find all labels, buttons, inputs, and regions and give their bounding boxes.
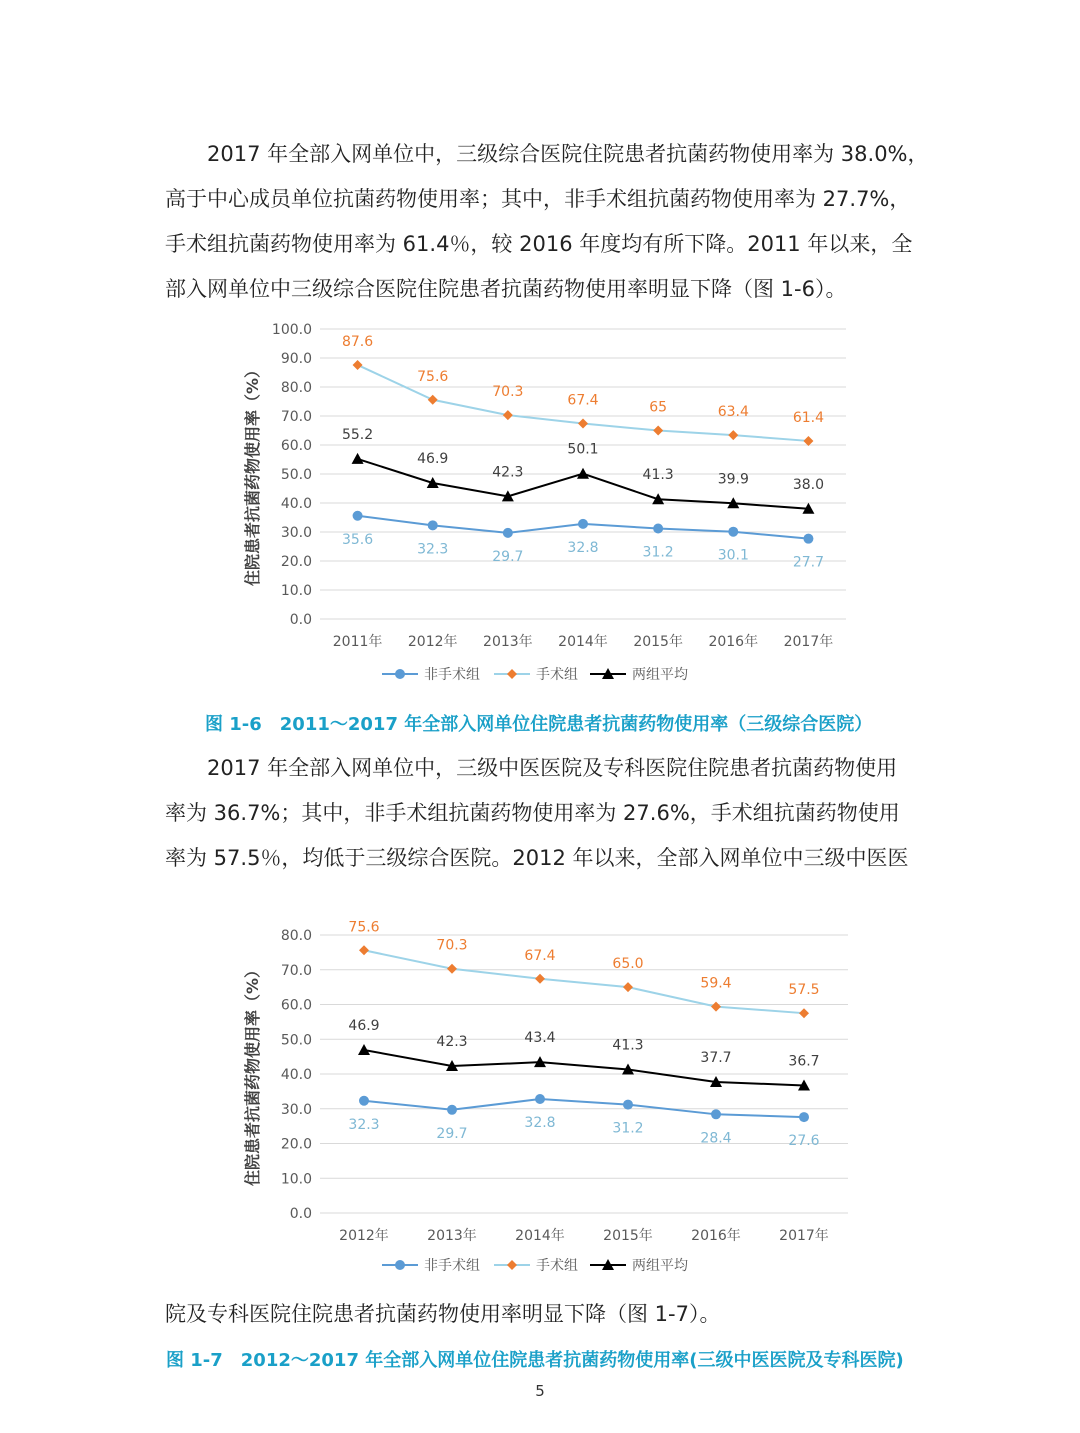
- data-label-average: 39.9: [717, 471, 749, 488]
- data-label-average: 46.9: [348, 1018, 380, 1035]
- paragraph-line: 率为 57.5％，均低于三级综合医院。2012 年以来，全部入网单位中三级中医医: [165, 846, 909, 870]
- data-label-average: 36.7: [788, 1053, 820, 1070]
- y-axis-title: 住院患者抗菌药物使用率（%）: [243, 361, 262, 587]
- y-tick-label: 30.0: [280, 525, 312, 541]
- y-tick-label: 10.0: [280, 1171, 312, 1188]
- paragraph-line: 率为 36.7%；其中，非手术组抗菌药物使用率为 27.6%，手术组抗菌药物使用: [165, 801, 900, 825]
- figure-1-6-caption: 图 1-6 2011～2017 年全部入网单位住院患者抗菌药物使用率（三级综合医院）: [205, 714, 873, 735]
- data-label-non-surgical: 32.8: [524, 1115, 556, 1132]
- data-label-non-surgical: 29.7: [436, 1125, 468, 1142]
- y-tick-label: 80.0: [280, 928, 312, 944]
- data-label-surgical: 70.3: [436, 937, 468, 954]
- data-label-non-surgical: 32.3: [417, 541, 449, 558]
- legend-label-surgical: 手术组: [536, 1258, 578, 1274]
- data-point-non-surgical: [711, 1109, 721, 1119]
- legend-label-average: 两组平均: [632, 667, 688, 683]
- data-label-average: 41.3: [612, 1037, 644, 1054]
- data-point-surgical: [447, 964, 457, 974]
- y-tick-label: 40.0: [280, 1067, 312, 1083]
- x-tick-label: 2016年: [708, 634, 759, 650]
- series-line-average: [364, 1050, 804, 1085]
- data-label-surgical: 65.0: [612, 956, 644, 973]
- paragraph-line: 高于中心成员单位抗菌药物使用率；其中，非手术组抗菌药物使用率为 27.7%，: [165, 187, 911, 211]
- data-label-non-surgical: 35.6: [341, 531, 374, 548]
- legend-label-surgical: 手术组: [536, 667, 578, 683]
- data-label-average: 46.9: [417, 450, 449, 467]
- data-point-non-surgical: [447, 1105, 457, 1115]
- y-tick-label: 70.0: [280, 962, 312, 979]
- y-tick-label: 80.0: [280, 380, 312, 396]
- data-point-surgical: [799, 1008, 809, 1018]
- page-number: 5: [535, 1382, 545, 1400]
- x-tick-label: 2015年: [603, 1228, 653, 1244]
- y-tick-label: 70.0: [280, 409, 312, 425]
- paragraph-line: 院及专科医院住院患者抗菌药物使用率明显下降（图 1-7）。: [165, 1302, 721, 1326]
- y-tick-label: 60.0: [280, 997, 312, 1014]
- data-label-non-surgical: 30.1: [717, 547, 749, 564]
- y-tick-label: 50.0: [280, 467, 312, 483]
- data-label-non-surgical: 32.8: [567, 539, 599, 556]
- data-point-surgical: [711, 1002, 721, 1012]
- data-label-surgical: 87.6: [341, 333, 374, 350]
- data-point-non-surgical: [535, 1094, 545, 1104]
- figure-1-7-caption: 图 1-7 2012～2017 年全部入网单位住院患者抗菌药物使用率(三级中医医院及专科医院): [166, 1350, 904, 1371]
- data-label-surgical: 67.4: [567, 392, 599, 409]
- data-label-surgical: 63.4: [717, 404, 749, 421]
- data-label-surgical: 59.4: [700, 975, 732, 992]
- y-tick-label: 20.0: [280, 554, 312, 570]
- x-tick-label: 2011年: [332, 634, 383, 650]
- y-tick-label: 50.0: [280, 1032, 312, 1049]
- legend-label-non-surgical: 非手术组: [424, 1258, 480, 1274]
- data-label-surgical: 61.4: [792, 409, 825, 426]
- x-tick-label: 2013年: [427, 1228, 477, 1244]
- data-label-average: 42.3: [492, 464, 524, 481]
- data-label-surgical: 75.6: [417, 368, 449, 385]
- y-axis-title: 住院患者抗菌药物使用率（%）: [243, 961, 262, 1187]
- x-tick-label: 2012年: [339, 1228, 389, 1244]
- x-tick-label: 2017年: [779, 1228, 829, 1244]
- x-tick-label: 2017年: [783, 634, 834, 650]
- data-label-average: 43.4: [524, 1030, 556, 1047]
- data-label-non-surgical: 29.7: [492, 548, 524, 565]
- x-tick-label: 2015年: [633, 634, 683, 650]
- data-label-average: 50.1: [567, 441, 599, 458]
- data-label-non-surgical: 27.6: [788, 1133, 820, 1150]
- paragraph-line: 手术组抗菌药物使用率为 61.4％，较 2016 年度均有所下降。2011 年以来，全: [165, 232, 913, 256]
- paragraph-line: 2017 年全部入网单位中，三级中医医院及专科医院住院患者抗菌药物使用: [207, 756, 898, 780]
- data-label-surgical: 75.6: [348, 919, 380, 936]
- y-tick-label: 20.0: [280, 1136, 312, 1153]
- data-label-non-surgical: 27.7: [792, 554, 825, 571]
- data-label-average: 41.3: [642, 467, 674, 484]
- data-label-non-surgical: 31.2: [642, 544, 674, 561]
- data-point-non-surgical: [799, 1112, 809, 1122]
- x-tick-label: 2014年: [515, 1228, 565, 1244]
- y-tick-label: 100.0: [271, 322, 312, 338]
- legend-marker-non-surgical: [395, 1260, 405, 1270]
- data-label-average: 38.0: [792, 476, 825, 493]
- paragraph-3: [165, 1292, 917, 1337]
- x-tick-label: 2014年: [558, 634, 608, 650]
- data-label-surgical: 67.4: [524, 947, 556, 964]
- data-point-non-surgical: [623, 1100, 633, 1110]
- legend-marker-surgical: [507, 1260, 517, 1270]
- paragraph-line: 2017 年全部入网单位中，三级综合医院住院患者抗菌药物使用率为 38.0%，: [207, 142, 929, 166]
- data-point-non-surgical: [359, 1096, 369, 1106]
- y-tick-label: 40.0: [280, 496, 312, 512]
- series-line-non-surgical: [364, 1099, 804, 1117]
- data-label-non-surgical: 31.2: [612, 1120, 644, 1137]
- data-label-non-surgical: 32.3: [348, 1116, 380, 1133]
- data-label-surgical: 70.3: [492, 384, 524, 401]
- data-label-average: 55.2: [341, 426, 374, 443]
- y-tick-label: 30.0: [280, 1101, 312, 1118]
- data-point-surgical: [623, 982, 633, 992]
- y-tick-label: 90.0: [280, 351, 312, 367]
- y-tick-label: 0.0: [289, 1206, 312, 1222]
- data-point-average: [358, 1044, 370, 1055]
- y-tick-label: 60.0: [280, 438, 312, 454]
- legend-label-non-surgical: 非手术组: [424, 667, 480, 683]
- x-tick-label: 2013年: [483, 634, 533, 650]
- x-tick-label: 2012年: [407, 634, 458, 650]
- series-line-surgical: [364, 947, 804, 1013]
- data-label-non-surgical: 28.4: [700, 1130, 732, 1147]
- y-tick-label: 0.0: [289, 612, 312, 628]
- data-point-surgical: [535, 974, 545, 984]
- data-label-surgical: 65: [649, 399, 668, 416]
- data-label-surgical: 57.5: [788, 982, 820, 999]
- paragraph-line: 部入网单位中三级综合医院住院患者抗菌药物使用率明显下降（图 1-6）。: [165, 277, 847, 301]
- data-label-average: 37.7: [700, 1049, 732, 1066]
- data-point-surgical: [359, 945, 369, 955]
- x-tick-label: 2016年: [691, 1228, 741, 1244]
- y-tick-label: 10.0: [280, 583, 312, 599]
- legend-label-average: 两组平均: [632, 1258, 688, 1274]
- data-label-average: 42.3: [436, 1034, 468, 1051]
